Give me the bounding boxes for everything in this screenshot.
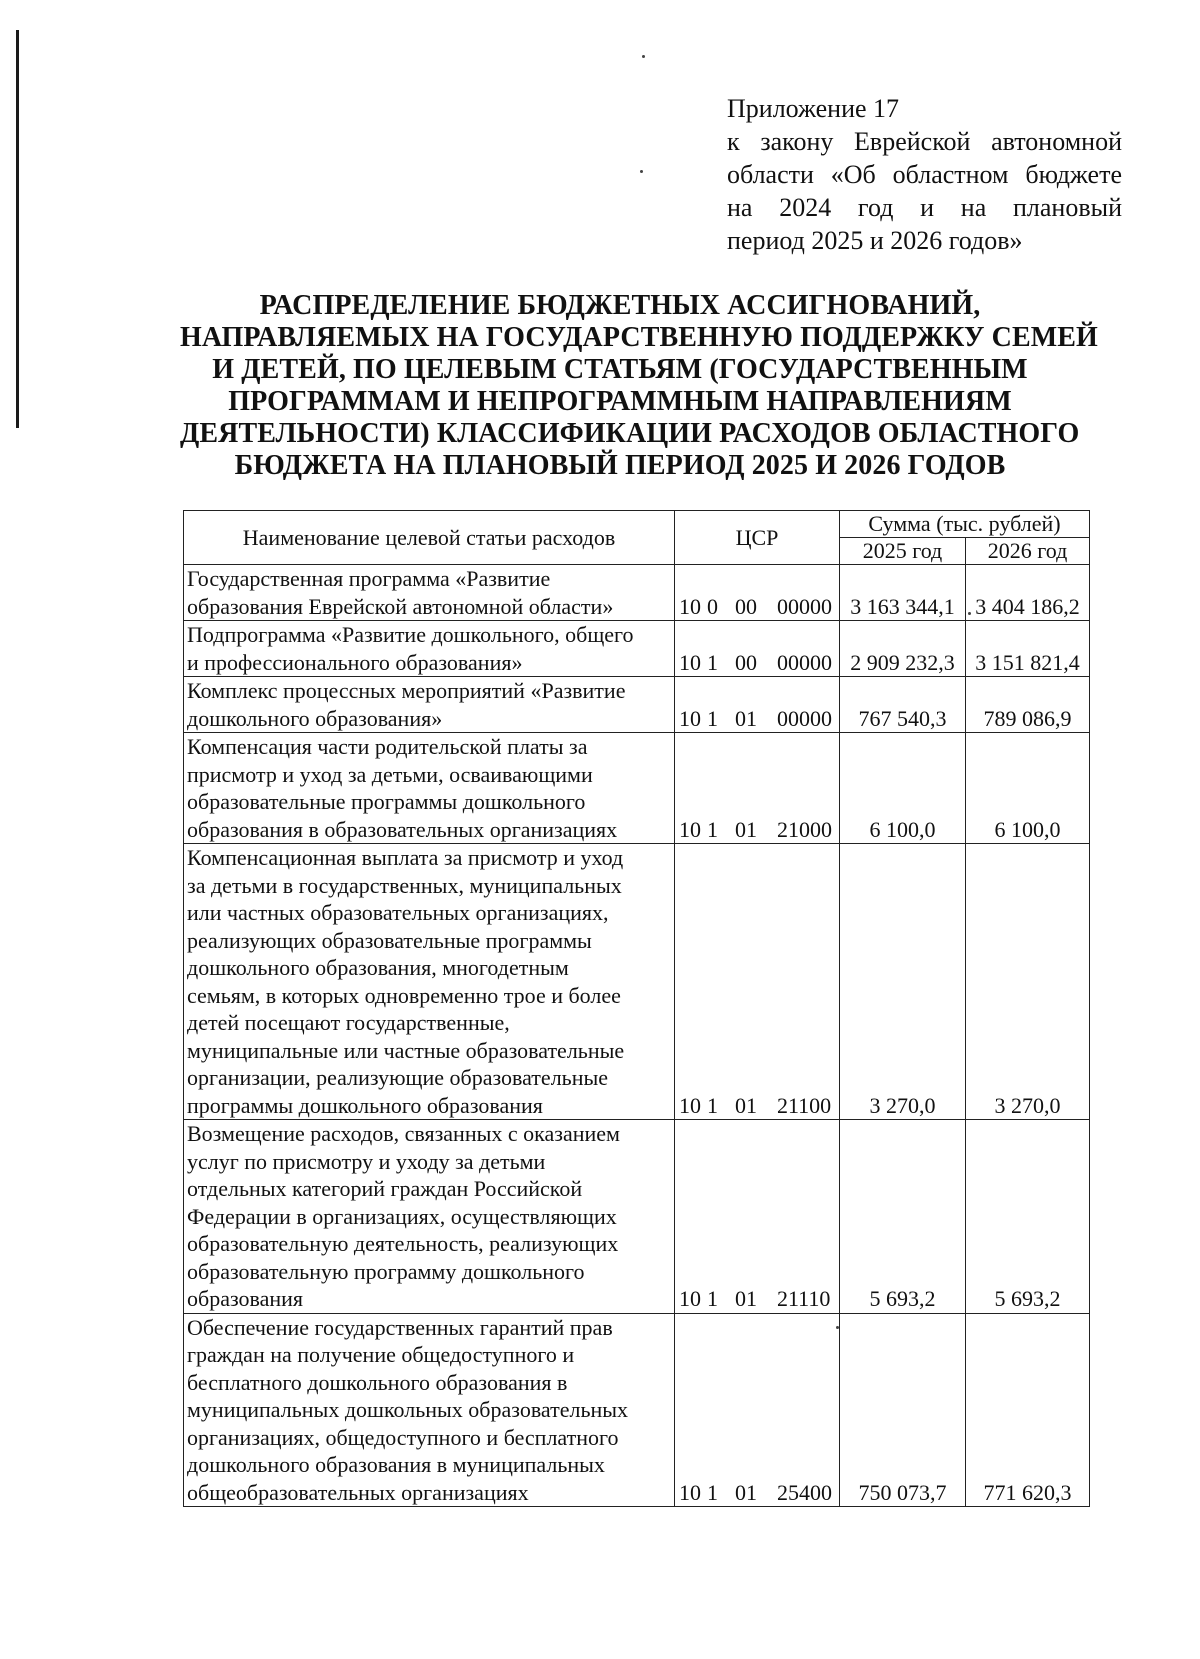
csr-code-cell <box>675 621 840 677</box>
csr-code-cell <box>675 733 840 844</box>
title-line: БЮДЖЕТА НА ПЛАНОВЫЙ ПЕРИОД 2025 И 2026 ГОДОВ <box>234 450 1006 481</box>
header-name: Наименование целевой статьи расходов <box>184 511 675 565</box>
csr-code-part: 1 <box>707 1286 718 1311</box>
expense-name-line: Федерации в организациях, осуществляющих <box>187 1203 617 1229</box>
amount-2025-cell: 750 073,7 <box>840 1313 966 1507</box>
csr-code-part: 00000 <box>777 649 832 675</box>
csr-code-part: 1 <box>707 649 718 675</box>
csr-code-part: 10 <box>679 816 701 842</box>
expense-name-line: Подпрограмма «Развитие дошкольного, общего <box>187 622 634 647</box>
csr-code-part: 00 <box>735 593 757 619</box>
amount-2025-cell: 767 540,3 <box>840 677 966 733</box>
expense-name-line: программы дошкольного образования <box>187 1092 543 1118</box>
expense-name-line: граждан на получение общедоступного и <box>187 1342 575 1367</box>
csr-code-part: 21000 <box>777 816 832 842</box>
expense-name-line: детей посещают государственные, <box>187 1010 510 1035</box>
csr-code-part: 21110 <box>777 1286 831 1311</box>
expense-name-line: образования <box>187 1286 304 1311</box>
csr-code-part: 1 <box>707 1479 718 1505</box>
csr-code-part: 00 <box>735 649 757 675</box>
csr-code-cell <box>675 844 840 1120</box>
amount-2025-cell: 5 693,2 <box>840 1120 966 1314</box>
csr-code-part: 01 <box>735 1479 757 1505</box>
expense-name-cell <box>184 733 675 844</box>
csr-code-part: 10 <box>679 593 701 619</box>
amount-2025-cell: 3 270,0 <box>840 844 966 1120</box>
table-row <box>184 565 1090 621</box>
title-line: И ДЕТЕЙ, ПО ЦЕЛЕВЫМ СТАТЬЯМ (ГОСУДАРСТВЕННЫМ <box>212 354 1028 385</box>
expense-name-line: Возмещение расходов, связанных с оказанием <box>187 1121 620 1146</box>
expense-name-line: или частных образовательных организациях, <box>187 900 609 925</box>
expense-name-line: образования Еврейской автономной области» <box>187 593 614 619</box>
csr-code-cell <box>675 1313 840 1507</box>
table-row <box>184 1120 1090 1314</box>
expense-name-line: отдельных категорий граждан Российской <box>187 1176 583 1201</box>
csr-code-part: 1 <box>707 1092 718 1118</box>
expense-name-line: семьям, в которых одновременно трое и более <box>187 982 621 1008</box>
expense-name-cell <box>184 844 675 1120</box>
expense-name-line: Государственная программа «Развитие <box>187 566 551 591</box>
amount-2025-cell: 2 909 232,3 <box>840 621 966 677</box>
amount-2026-cell: 789 086,9 <box>966 677 1090 733</box>
csr-code-part: 10 <box>679 1286 701 1311</box>
expense-name-line: общеобразовательных организациях <box>187 1479 529 1505</box>
header-year-2025: 2025 год <box>840 538 966 565</box>
expense-name-line: организациях, общедоступного и бесплатного <box>187 1424 619 1450</box>
expense-name-line: Обеспечение государственных гарантий прав <box>187 1314 613 1340</box>
amount-2026-cell: 3 404 186,2 <box>966 565 1090 621</box>
expense-name-cell <box>184 1120 675 1314</box>
expense-name-line: бесплатного дошкольного образования в <box>187 1369 568 1395</box>
appendix-line: период 2025 и 2026 годов» <box>727 226 1023 255</box>
budget-table <box>183 510 1090 1507</box>
scan-speck <box>640 170 643 173</box>
amount-2025-cell: 3 163 344,1 <box>840 565 966 621</box>
expense-name-line: Комплекс процессных мероприятий «Развитие <box>187 678 626 703</box>
appendix-line: области «Об областном бюджете <box>727 160 1122 189</box>
csr-code-part: 21100 <box>777 1092 832 1118</box>
expense-name-line: организации, реализующие образовательные <box>187 1065 609 1090</box>
appendix-line: Приложение 17 <box>727 94 900 123</box>
table-row <box>184 1313 1090 1507</box>
amount-2026-cell: 3 270,0 <box>966 844 1090 1120</box>
expense-name-line: Компенсационная выплата за присмотр и уход <box>187 845 624 870</box>
expense-name-line: дошкольного образования в муниципальных <box>187 1452 605 1477</box>
csr-code-part: 1 <box>707 705 718 731</box>
csr-code-cell <box>675 677 840 733</box>
expense-name-line: образования в образовательных организациях <box>187 816 618 842</box>
title-line: НАПРАВЛЯЕМЫХ НА ГОСУДАРСТВЕННУЮ ПОДДЕРЖКУ СЕМЕЙ <box>180 322 1098 353</box>
amount-2025-cell: 6 100,0 <box>840 733 966 844</box>
amount-2026-cell: 771 620,3 <box>966 1313 1090 1507</box>
expense-name-line: реализующих образовательные программы <box>187 927 592 953</box>
csr-code-part: 00000 <box>777 705 832 731</box>
csr-code-part: 01 <box>735 1092 757 1118</box>
title-line: РАСПРЕДЕЛЕНИЕ БЮДЖЕТНЫХ АССИГНОВАНИЙ, <box>259 290 981 321</box>
expense-name-line: муниципальных дошкольных образовательных <box>187 1397 629 1422</box>
amount-2026-cell: 5 693,2 <box>966 1120 1090 1314</box>
expense-name-cell <box>184 1313 675 1507</box>
expense-name-line: образовательную программу дошкольного <box>187 1258 585 1284</box>
amount-2026-cell: 6 100,0 <box>966 733 1090 844</box>
expense-name-line: за детьми в государственных, муниципальных <box>187 872 622 898</box>
expense-name-line: Компенсация части родительской платы за <box>187 734 588 759</box>
expense-name-line: присмотр и уход за детьми, осваивающими <box>187 761 593 787</box>
csr-code-cell <box>675 1120 840 1314</box>
csr-code-part: 10 <box>679 1479 701 1505</box>
csr-code-part: 0 <box>707 593 718 619</box>
csr-code-part: 25400 <box>777 1479 832 1505</box>
table-row <box>184 677 1090 733</box>
csr-code-part: 01 <box>735 816 757 842</box>
scan-edge-line <box>16 30 19 428</box>
csr-code-part: 10 <box>679 1092 701 1118</box>
csr-code-cell <box>675 565 840 621</box>
expense-name-cell <box>184 621 675 677</box>
header-year-2026: 2026 год <box>966 538 1090 565</box>
header-code: ЦСР <box>675 511 840 565</box>
expense-name-line: дошкольного образования» <box>187 705 443 731</box>
scan-speck <box>642 55 645 58</box>
appendix-note <box>727 92 1122 257</box>
csr-code-part: 01 <box>735 1286 757 1311</box>
expense-name-line: образовательные программы дошкольного <box>187 789 586 814</box>
expense-name-line: услуг по присмотру и уходу за детьми <box>187 1148 546 1174</box>
csr-code-part: 01 <box>735 705 757 731</box>
expense-name-line: дошкольного образования, многодетным <box>187 955 569 980</box>
csr-code-part: 10 <box>679 705 701 731</box>
appendix-line: к закону Еврейской автономной <box>727 127 1122 156</box>
expense-name-line: образовательную деятельность, реализующих <box>187 1231 619 1256</box>
csr-code-part: 10 <box>679 649 701 675</box>
table-row <box>184 733 1090 844</box>
expense-name-line: и профессионального образования» <box>187 649 523 675</box>
document-title <box>180 290 1098 482</box>
expense-name-cell <box>184 565 675 621</box>
table-row <box>184 844 1090 1120</box>
appendix-line: на 2024 год и на плановый <box>727 193 1122 222</box>
header-sum: Сумма (тыс. рублей) <box>840 511 1090 538</box>
title-line: ПРОГРАММАМ И НЕПРОГРАММНЫМ НАПРАВЛЕНИЯМ <box>228 386 1012 417</box>
expense-name-line: муниципальные или частные образовательные <box>187 1037 625 1063</box>
table-row <box>184 621 1090 677</box>
csr-code-part: 00000 <box>777 593 832 619</box>
amount-2026-cell: 3 151 821,4 <box>966 621 1090 677</box>
csr-code-part: 1 <box>707 816 718 842</box>
expense-name-cell <box>184 677 675 733</box>
title-line: ДЕЯТЕЛЬНОСТИ) КЛАССИФИКАЦИИ РАСХОДОВ ОБЛАСТНОГО <box>180 418 1080 449</box>
